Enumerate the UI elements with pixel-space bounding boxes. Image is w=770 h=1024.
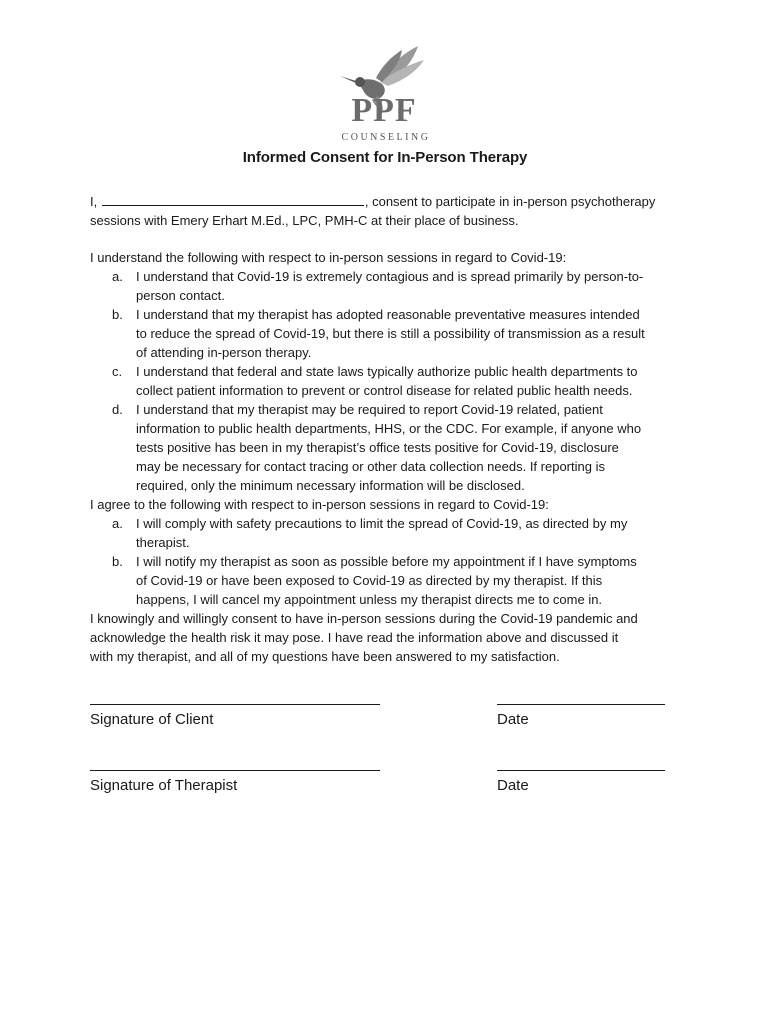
understand-heading: I understand the following with respect to in-person sessions in regard to Covid-19: bbox=[90, 250, 567, 265]
client-signature-label: Signature of Client bbox=[90, 711, 214, 728]
list-item bbox=[90, 305, 688, 362]
list-item bbox=[90, 362, 688, 400]
list-item-line: information to public health departments, HHS, or the CDC. For example, if anyone who bbox=[136, 421, 642, 436]
list-item-line: of attending in-person therapy. bbox=[136, 345, 312, 360]
intro-prefix: I, bbox=[90, 194, 98, 209]
intro-paragraph bbox=[90, 192, 688, 230]
therapist-date-field[interactable] bbox=[497, 769, 665, 771]
list-item bbox=[90, 400, 688, 495]
list-item-line: required, only the minimum necessary information will be disclosed. bbox=[136, 478, 525, 493]
list-item bbox=[90, 514, 688, 552]
intro-suffix: , consent to participate in in-person psychotherapy bbox=[364, 194, 656, 209]
list-marker: c. bbox=[112, 364, 123, 379]
understand-list bbox=[90, 267, 688, 495]
list-item-line: collect patient information to prevent or control disease for related public health needs. bbox=[136, 383, 633, 398]
list-item-line: tests positive has been in my therapist’s office tests positive for Covid-19, disclosure bbox=[136, 440, 619, 455]
client-name-field[interactable] bbox=[102, 193, 364, 206]
document-title: Informed Consent for In-Person Therapy bbox=[242, 149, 528, 166]
list-marker: b. bbox=[112, 554, 123, 569]
list-marker: a. bbox=[112, 516, 123, 531]
list-item-line: I understand that my therapist has adopted reasonable preventative measures intended bbox=[136, 307, 640, 322]
therapist-signature-field[interactable] bbox=[90, 769, 380, 771]
client-date-label: Date bbox=[497, 711, 529, 728]
list-item-line: I understand that my therapist may be required to report Covid-19 related, patient bbox=[136, 402, 603, 417]
closing-line: with my therapist, and all of my questions have been answered to my satisfaction. bbox=[90, 649, 560, 664]
consent-body bbox=[90, 248, 688, 666]
list-item-line: therapist. bbox=[136, 535, 190, 550]
client-date-field[interactable] bbox=[497, 703, 665, 705]
client-signature-field[interactable] bbox=[90, 703, 380, 705]
list-item-line: happens, I will cancel my appointment unless my therapist directs me to come in. bbox=[136, 592, 603, 607]
list-item-line: I understand that Covid-19 is extremely contagious and is spread primarily by person-to- bbox=[136, 269, 644, 284]
list-marker: d. bbox=[112, 402, 123, 417]
intro-line-2: sessions with Emery Erhart M.Ed., LPC, PMH-C at their place of business. bbox=[90, 213, 519, 228]
list-item bbox=[90, 552, 688, 609]
therapist-date-block bbox=[497, 755, 665, 796]
agree-list bbox=[90, 514, 688, 609]
logo-subtitle: COUNSELING bbox=[341, 132, 431, 143]
therapist-signature-label: Signature of Therapist bbox=[90, 777, 238, 794]
closing-line: I knowingly and willingly consent to have in-person sessions during the Covid-19 pandemic and bbox=[90, 611, 638, 626]
client-signature-block bbox=[90, 689, 380, 730]
list-item bbox=[90, 267, 688, 305]
client-date-block bbox=[497, 689, 665, 730]
therapist-date-label: Date bbox=[497, 777, 529, 794]
list-marker: a. bbox=[112, 269, 123, 284]
list-item-line: I will comply with safety precautions to limit the spread of Covid-19, as directed by my bbox=[136, 516, 628, 531]
list-item-line: person contact. bbox=[136, 288, 225, 303]
logo-name: PPF bbox=[351, 92, 417, 129]
list-item-line: may be necessary for contact tracing or other data collection needs. If reporting is bbox=[136, 459, 605, 474]
agree-heading: I agree to the following with respect to in-person sessions in regard to Covid-19: bbox=[90, 497, 549, 512]
list-item-line: I understand that federal and state laws typically authorize public health departments to bbox=[136, 364, 638, 379]
list-item-line: I will notify my therapist as soon as possible before my appointment if I have symptoms bbox=[136, 554, 637, 569]
intro-line-1 bbox=[90, 192, 688, 211]
closing-line: acknowledge the health risk it may pose. I have read the information above and discussed it bbox=[90, 630, 619, 645]
therapist-signature-block bbox=[90, 755, 380, 796]
list-item-line: of Covid-19 or have been exposed to Covid-19 as directed by my therapist. If this bbox=[136, 573, 603, 588]
ppf-counseling-logo bbox=[320, 42, 450, 148]
list-item-line: to reduce the spread of Covid-19, but there is still a possibility of transmission as a result bbox=[136, 326, 645, 341]
list-marker: b. bbox=[112, 307, 123, 322]
